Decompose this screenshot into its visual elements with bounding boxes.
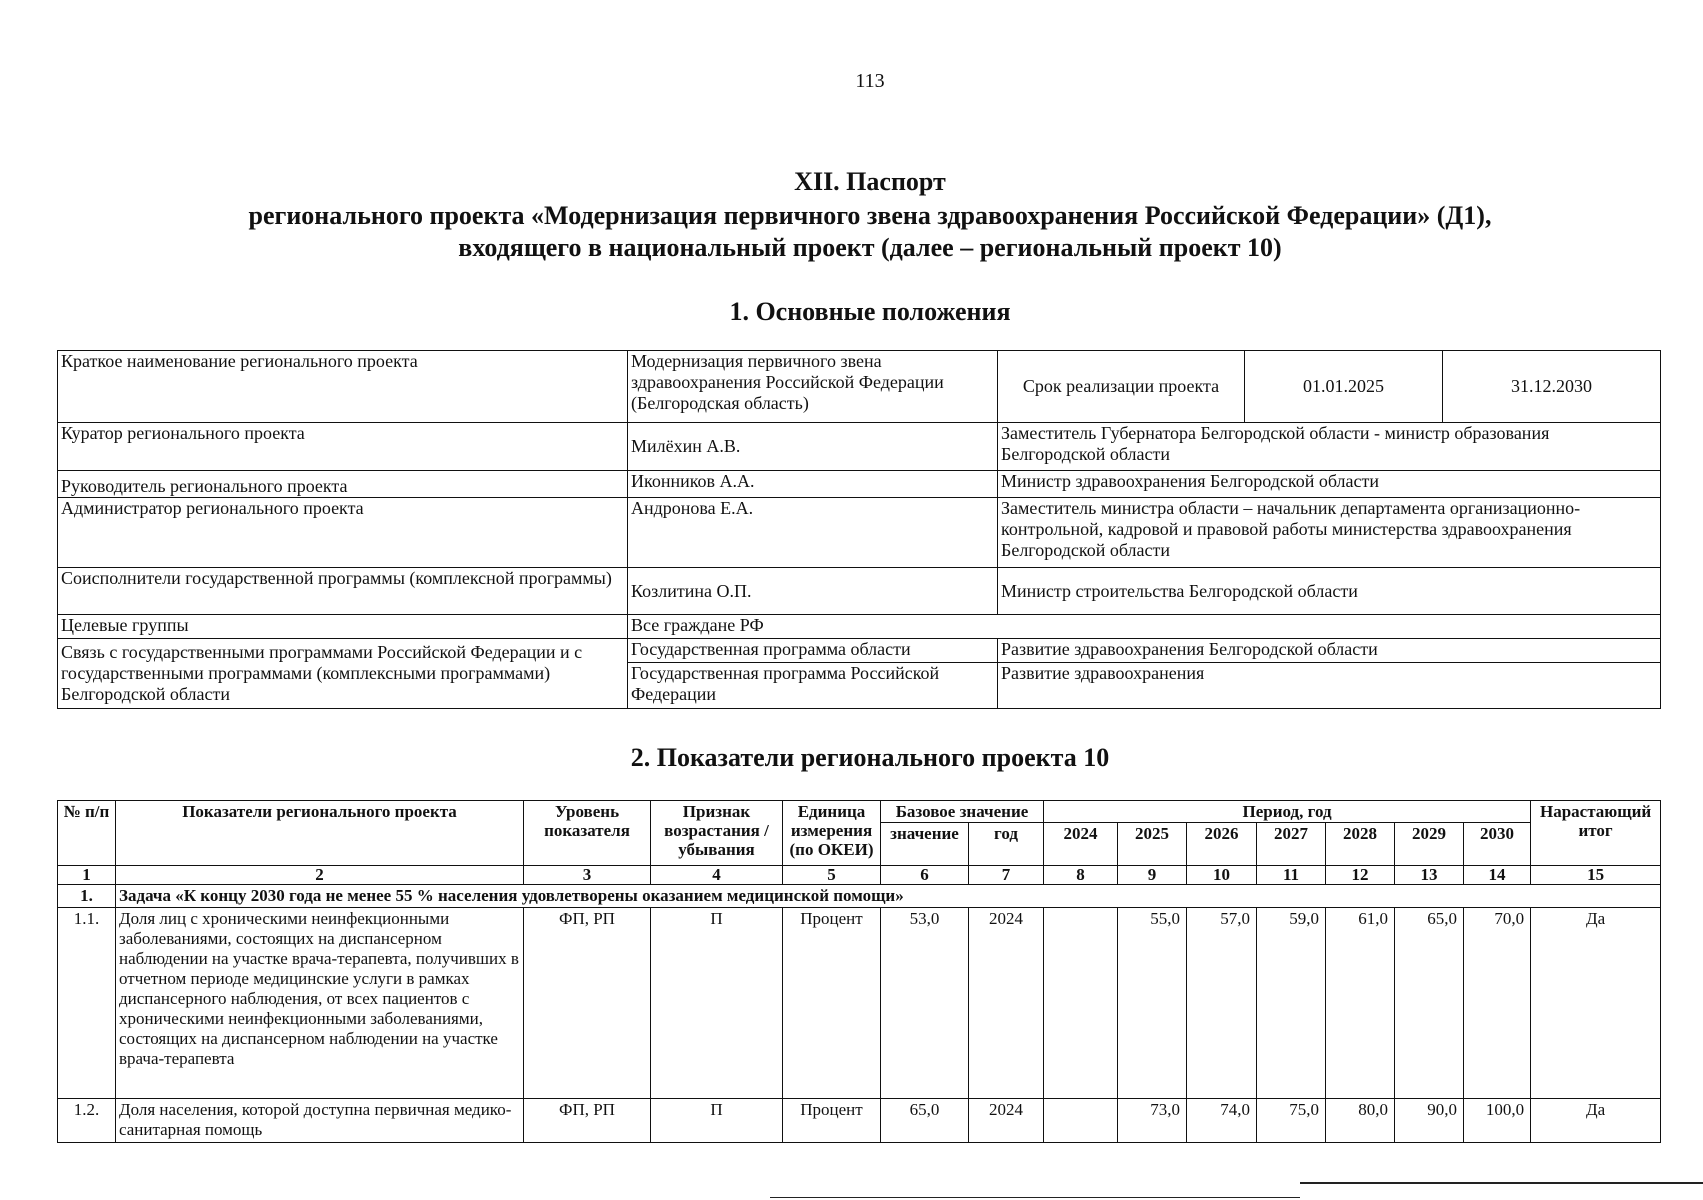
- table-row: [58, 471, 1661, 498]
- row-indicator: Доля лиц с хроническими неинфекционными заболеваниями, состоящих на диспансерном наблюдении на участке врача-терапевта, получивших в отчетном периоде медицинские услуги в рамках диспансерного наблюдения, от всех пациентов с хроническими неинфекционными заболеваниями, состоящих на диспансерном наблюдении на участке врача-терапевта: [116, 908, 524, 1099]
- header-cumulative: Нарастающий итог: [1531, 801, 1661, 866]
- table-row: [58, 568, 1661, 615]
- header-base: Базовое значение: [881, 801, 1044, 823]
- page-number: 113: [855, 70, 885, 92]
- header-row: [58, 801, 1661, 823]
- link-prog1-name: Развитие здравоохранения Белгородской области: [998, 639, 1661, 663]
- header-year-2024: 2024: [1044, 823, 1118, 866]
- target-value: Все граждане РФ: [628, 615, 1661, 639]
- coexec-name: Козлитина О.П.: [628, 568, 998, 615]
- row-value-2028: 80,0: [1326, 1099, 1395, 1143]
- term-start: 01.01.2025: [1245, 351, 1443, 423]
- curator-label: Куратор регионального проекта: [58, 423, 628, 471]
- row-base-value: 65,0: [881, 1099, 969, 1143]
- link-label: Связь с государственными программами Российской Федерации и с государственными программами (комплексными программами) Белгородской области: [58, 639, 628, 709]
- col-number: 7: [969, 866, 1044, 885]
- link-prog2-type: Государственная программа Российской Федерации: [628, 663, 998, 709]
- header-year-2026: 2026: [1187, 823, 1257, 866]
- col-number: 1: [58, 866, 116, 885]
- row-unit: Процент: [783, 1099, 881, 1143]
- short-name-value: Модернизация первичного звена здравоохранения Российской Федерации (Белгородская область): [628, 351, 998, 423]
- row-value-2026: 57,0: [1187, 908, 1257, 1099]
- row-value-2025: 55,0: [1118, 908, 1187, 1099]
- row-value-2030: 100,0: [1464, 1099, 1531, 1143]
- header-unit: Единица измерения (по ОКЕИ): [783, 801, 881, 866]
- header-base-year: год: [969, 823, 1044, 866]
- row-value-2026: 74,0: [1187, 1099, 1257, 1143]
- leader-position: Министр здравоохранения Белгородской области: [998, 471, 1661, 498]
- leader-name: Иконников А.А.: [628, 471, 998, 498]
- row-num: 1.2.: [58, 1099, 116, 1143]
- col-number: 10: [1187, 866, 1257, 885]
- header-year-2027: 2027: [1257, 823, 1326, 866]
- passport-subtitle: регионального проекта «Модернизация первичного звена здравоохранения Российской Федерации» (Д1),: [248, 201, 1492, 230]
- coexec-position: Министр строительства Белгородской области: [998, 568, 1661, 615]
- scan-artifact-line: [1300, 1182, 1703, 1184]
- header-year-2028: 2028: [1326, 823, 1395, 866]
- row-base-year: 2024: [969, 908, 1044, 1099]
- header-year-2029: 2029: [1395, 823, 1464, 866]
- col-number: 8: [1044, 866, 1118, 885]
- passport-subtitle-2: входящего в национальный проект (далее – региональный проект 10): [458, 233, 1282, 262]
- row-base-value: 53,0: [881, 908, 969, 1099]
- col-number: 11: [1257, 866, 1326, 885]
- term-end: 31.12.2030: [1443, 351, 1661, 423]
- task-row: [58, 885, 1661, 908]
- admin-label: Администратор регионального проекта: [58, 498, 628, 568]
- header-year-2025: 2025: [1118, 823, 1187, 866]
- row-cumulative: Да: [1531, 908, 1661, 1099]
- row-level: ФП, РП: [524, 1099, 651, 1143]
- row-base-year: 2024: [969, 1099, 1044, 1143]
- link-prog2-name: Развитие здравоохранения: [998, 663, 1661, 709]
- table-row: [58, 498, 1661, 568]
- row-indicator: Доля населения, которой доступна первичная медико-санитарная помощь: [116, 1099, 524, 1143]
- column-number-row: [58, 866, 1661, 885]
- section1-heading: 1. Основные положения: [729, 297, 1011, 326]
- header-level: Уровень показателя: [524, 801, 651, 866]
- scan-artifact-line: [770, 1197, 1300, 1198]
- row-value-2027: 75,0: [1257, 1099, 1326, 1143]
- table-row: [58, 423, 1661, 471]
- table-row: [58, 1099, 1661, 1143]
- indicators-table: [57, 800, 1661, 1143]
- col-number: 15: [1531, 866, 1661, 885]
- target-label: Целевые группы: [58, 615, 628, 639]
- col-number: 5: [783, 866, 881, 885]
- header-indicator: Показатели регионального проекта: [116, 801, 524, 866]
- col-number: 13: [1395, 866, 1464, 885]
- curator-position: Заместитель Губернатора Белгородской области - министр образования Белгородской области: [998, 423, 1661, 471]
- coexec-label: Соисполнители государственной программы (комплексной программы): [58, 568, 628, 615]
- basic-provisions-table: [57, 350, 1661, 709]
- term-label: Срок реализации проекта: [998, 351, 1245, 423]
- table-row: [58, 615, 1661, 639]
- passport-title: XII. Паспорт: [794, 167, 946, 196]
- section2-heading: 2. Показатели регионального проекта 10: [630, 743, 1110, 772]
- row-value-2028: 61,0: [1326, 908, 1395, 1099]
- row-value-2025: 73,0: [1118, 1099, 1187, 1143]
- row-sign: П: [651, 908, 783, 1099]
- table-row: [58, 908, 1661, 1099]
- col-number: 2: [116, 866, 524, 885]
- col-number: 4: [651, 866, 783, 885]
- row-cumulative: Да: [1531, 1099, 1661, 1143]
- admin-position: Заместитель министра области – начальник департамента организационно-контрольной, кадровой и правовой работы министерства здравоохранения Белгородской области: [998, 498, 1661, 568]
- task-num: 1.: [58, 885, 116, 908]
- table-row: [58, 351, 1661, 423]
- table-row: [58, 639, 1661, 663]
- row-value-2030: 70,0: [1464, 908, 1531, 1099]
- header-base-value: значение: [881, 823, 969, 866]
- row-value-2024: [1044, 1099, 1118, 1143]
- row-unit: Процент: [783, 908, 881, 1099]
- header-year-2030: 2030: [1464, 823, 1531, 866]
- row-value-2027: 59,0: [1257, 908, 1326, 1099]
- link-prog1-type: Государственная программа области: [628, 639, 998, 663]
- row-num: 1.1.: [58, 908, 116, 1099]
- col-number: 3: [524, 866, 651, 885]
- col-number: 9: [1118, 866, 1187, 885]
- header-period: Период, год: [1044, 801, 1531, 823]
- col-number: 6: [881, 866, 969, 885]
- short-name-label: Краткое наименование регионального проекта: [58, 351, 628, 423]
- row-value-2029: 65,0: [1395, 908, 1464, 1099]
- header-sign: Признак возрастания / убывания: [651, 801, 783, 866]
- leader-label: Руководитель регионального проекта: [58, 471, 628, 498]
- col-number: 14: [1464, 866, 1531, 885]
- col-number: 12: [1326, 866, 1395, 885]
- row-value-2024: [1044, 908, 1118, 1099]
- admin-name: Андронова Е.А.: [628, 498, 998, 568]
- task-text: Задача «К концу 2030 года не менее 55 % населения удовлетворены оказанием медицинской помощи»: [116, 885, 1661, 908]
- curator-name: Милёхин А.В.: [628, 423, 998, 471]
- row-value-2029: 90,0: [1395, 1099, 1464, 1143]
- header-num: № п/п: [58, 801, 116, 866]
- row-sign: П: [651, 1099, 783, 1143]
- row-level: ФП, РП: [524, 908, 651, 1099]
